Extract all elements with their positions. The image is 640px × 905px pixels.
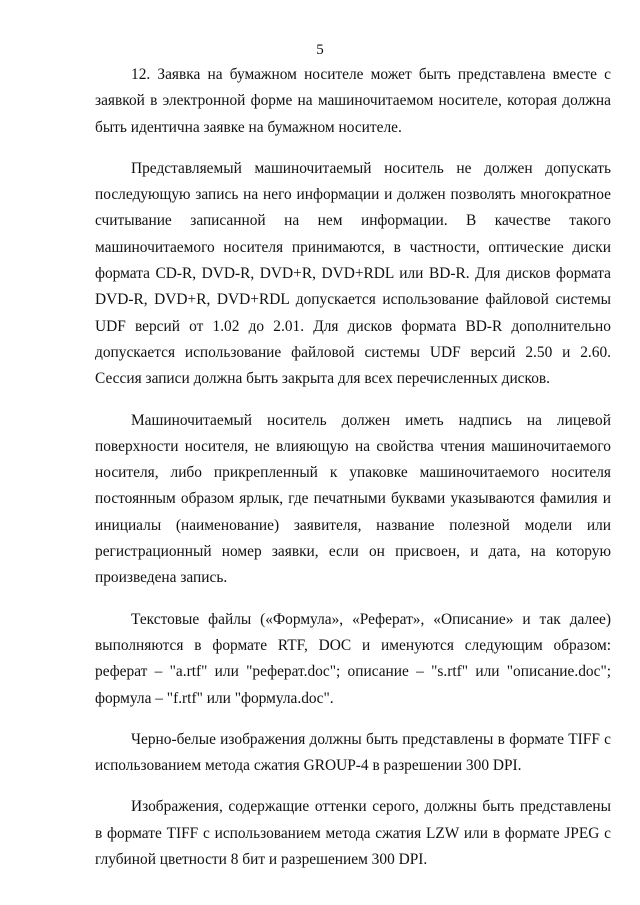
paragraph-12-paper-application: 12. Заявка на бумажном носителе может быть представлена вместе с заявкой в электронной форме на машиночитаемом носителе, которая должна быть идентична заявке на бумажном носителе. [95, 66, 611, 136]
page-number: 5 [316, 42, 324, 58]
paragraph-grayscale-images: Изображения, содержащие оттенки серого, должны быть представлены в формате TIFF с использованием метода сжатия LZW или в формате JPEG с глубиной цветности 8 бит и разрешением 300 DPI. [95, 798, 611, 869]
document-body [95, 62, 611, 888]
paragraph-bw-images: Черно-белые изображения должны быть представлены в формате TIFF с использованием метода сжатия GROUP-4 в разрешении 300 DPI. [95, 730, 611, 775]
paragraph-media-label: Машиночитаемый носитель должен иметь надпись на лицевой поверхности носителя, не влияющую на свойства чтения машиночитаемого носителя, либо прикрепленный к упаковке машиночитаемого носителя постоянным образом ярлык, где печатными буквами указываются фамилия и инициалы (наименование) заявителя, название полезной модели или регистрационный номер заявки, если он присвоен, и дата, на которую произведена запись. [95, 411, 611, 587]
paragraph-text-files: Текстовые файлы («Формула», «Реферат», «Описание» и так далее) выполняются в формате RTF, DOC и именуются следующим образом: реферат – "a.rtf" или "реферат.doc"; описание – "s.rtf" или "описание.doc"; формула – "f.rtf" или "формула.doc". [95, 610, 611, 707]
paragraph-media-requirements: Представляемый машиночитаемый носитель не должен допускать последующую запись на него информации и должен позволять многократное считывание записанной на нем информации. В качестве такого машиночитаемого носителя принимаются, в частности, оптические диски формата CD-R, DVD-R, DVD+R, DVD+RDL или BD-R. Для дисков формата DVD-R, DVD+R, DVD+RDL допускается использование файловой системы UDF версий от 1.02 до 2.01. Для дисков формата BD-R дополнительно допускается использование файловой системы UDF версий 2.50 и 2.60. Сессия записи должна быть закрыта для всех перечисленных дисков. [95, 159, 611, 388]
